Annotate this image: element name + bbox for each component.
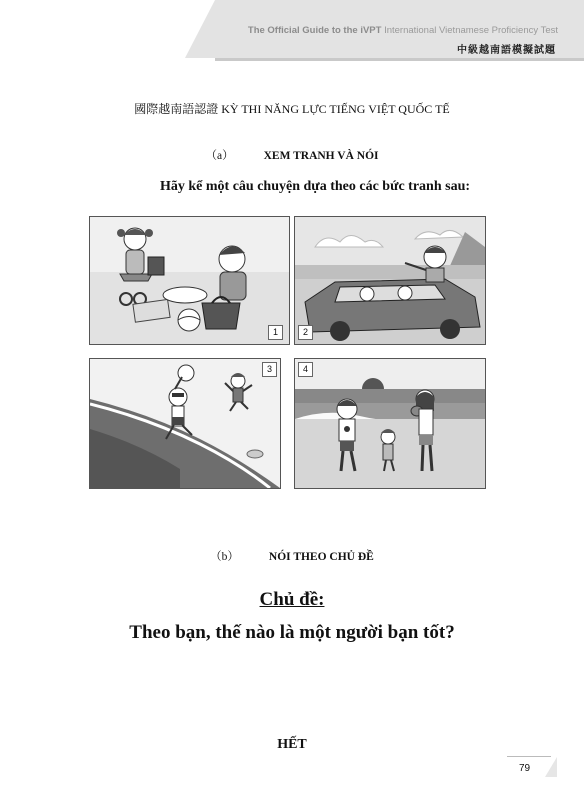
packing-illustration [90,217,289,344]
book-subtitle: 中級越南語模擬試題 [457,45,556,56]
section-a-heading [0,147,584,163]
section-b-heading [0,548,584,564]
picture-panel-1 [89,216,290,345]
picture-panel-2 [294,216,486,345]
car-trip-illustration [295,217,485,344]
exam-title: 國際越南語認證 KỲ THI NĂNG LỰC TIẾNG VIỆT QUỐC TẾ [134,102,450,116]
section-b-label: （b） [210,551,239,563]
picture-panel-4 [294,358,486,489]
section-a-title: XEM TRANH VÀ NÓI [263,150,379,162]
panel-number: 2 [298,325,313,340]
end-marker: HẾT [277,737,307,752]
beach-play-illustration [90,359,280,488]
panel-number: 3 [262,362,277,377]
header-band [215,0,584,58]
book-title: The Official Guide to the iVPT International Vietnamese Proficiency Test [247,25,558,36]
topic-heading: Chủ đề: [259,589,325,610]
picture-panel-3 [89,358,281,489]
panel-number: 1 [268,325,283,340]
section-a-label: （a） [205,150,234,162]
sunset-walk-illustration [295,359,485,488]
panel-number: 4 [298,362,313,377]
topic-question: Theo bạn, thế nào là một người bạn tốt? [129,622,455,643]
section-a-instruction: Hãy kể một câu chuyện dựa theo các bức tranh sau: [160,179,471,194]
section-b-title: NÓI THEO CHỦ ĐỀ [268,551,374,563]
page-number: 79 [507,756,551,777]
